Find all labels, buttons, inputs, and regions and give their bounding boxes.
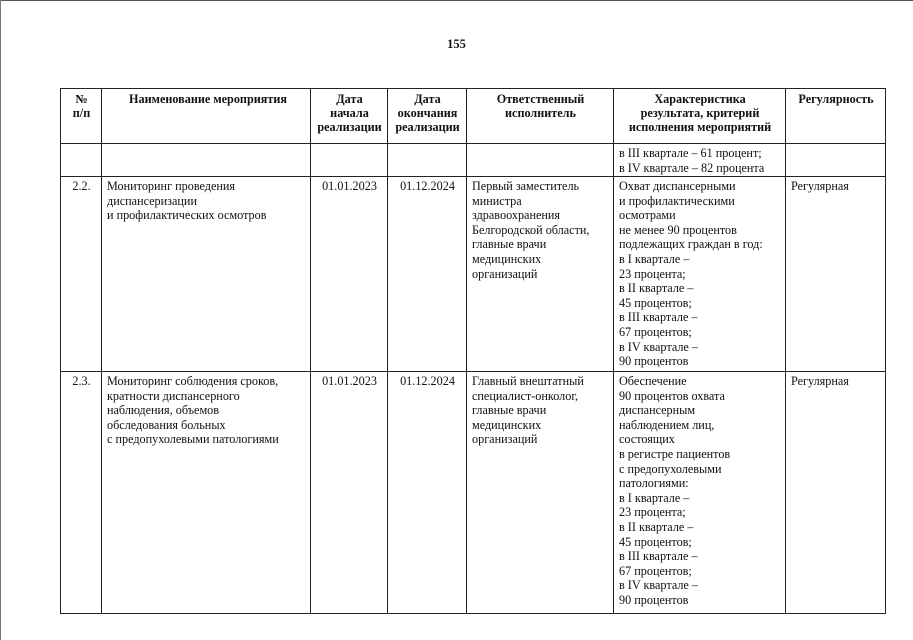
- header-regularity: Регулярность: [786, 89, 886, 144]
- cell-end-date: 01.12.2024: [388, 372, 467, 614]
- cell-start-date: 01.01.2023: [311, 372, 388, 614]
- cell-number: 2.2.: [61, 177, 102, 372]
- header-end-date: Дата окончания реализации: [388, 89, 467, 144]
- cell-responsible: [467, 144, 614, 177]
- cell-end-date: [388, 144, 467, 177]
- cell-result: в III квартале – 61 процент; в IV квартале – 82 процента: [614, 144, 786, 177]
- table-row: [61, 177, 886, 372]
- scan-edge: [0, 0, 1, 640]
- header-responsible: Ответственный исполнитель: [467, 89, 614, 144]
- cell-responsible: Главный внештатный специалист-онколог, главные врачи медицинских организаций: [467, 372, 614, 614]
- cell-result: Охват диспансерными и профилактическими осмотрами не менее 90 процентов подлежащих граждан в год: в I квартале – 23 процента; в II квартале – 45 процентов; в III квартале – 67 процентов; в IV квартале – 90 процентов: [614, 177, 786, 372]
- header-number: № п/п: [61, 89, 102, 144]
- cell-start-date: 01.01.2023: [311, 177, 388, 372]
- header-activity-name: Наименование мероприятия: [102, 89, 311, 144]
- cell-regularity: [786, 144, 886, 177]
- cell-number: 2.3.: [61, 372, 102, 614]
- cell-number: [61, 144, 102, 177]
- cell-responsible: Первый заместитель министра здравоохранения Белгородской области, главные врачи медицинских организаций: [467, 177, 614, 372]
- cell-result: Обеспечение 90 процентов охвата диспансерным наблюдением лиц, состоящих в регистре пациентов с предопухолевыми патологиями: в I квартале – 23 процента; в II квартале – 45 процентов; в III квартале – 67 процентов; в IV квартале – 90 процентов: [614, 372, 786, 614]
- header-start-date: Дата начала реализации: [311, 89, 388, 144]
- scan-edge: [0, 0, 913, 1]
- activities-table: [60, 88, 886, 614]
- cell-regularity: Регулярная: [786, 372, 886, 614]
- cell-start-date: [311, 144, 388, 177]
- header-row: [61, 89, 886, 144]
- table-row-continuation: [61, 144, 886, 177]
- cell-end-date: 01.12.2024: [388, 177, 467, 372]
- cell-activity-name: Мониторинг соблюдения сроков, кратности диспансерного наблюдения, объемов обследования больных с предопухолевыми патологиями: [102, 372, 311, 614]
- header-result: Характеристика результата, критерий исполнения мероприятий: [614, 89, 786, 144]
- page-number: 155: [447, 37, 466, 51]
- cell-regularity: Регулярная: [786, 177, 886, 372]
- table-row: [61, 372, 886, 614]
- cell-activity-name: Мониторинг проведения диспансеризации и профилактических осмотров: [102, 177, 311, 372]
- cell-activity-name: [102, 144, 311, 177]
